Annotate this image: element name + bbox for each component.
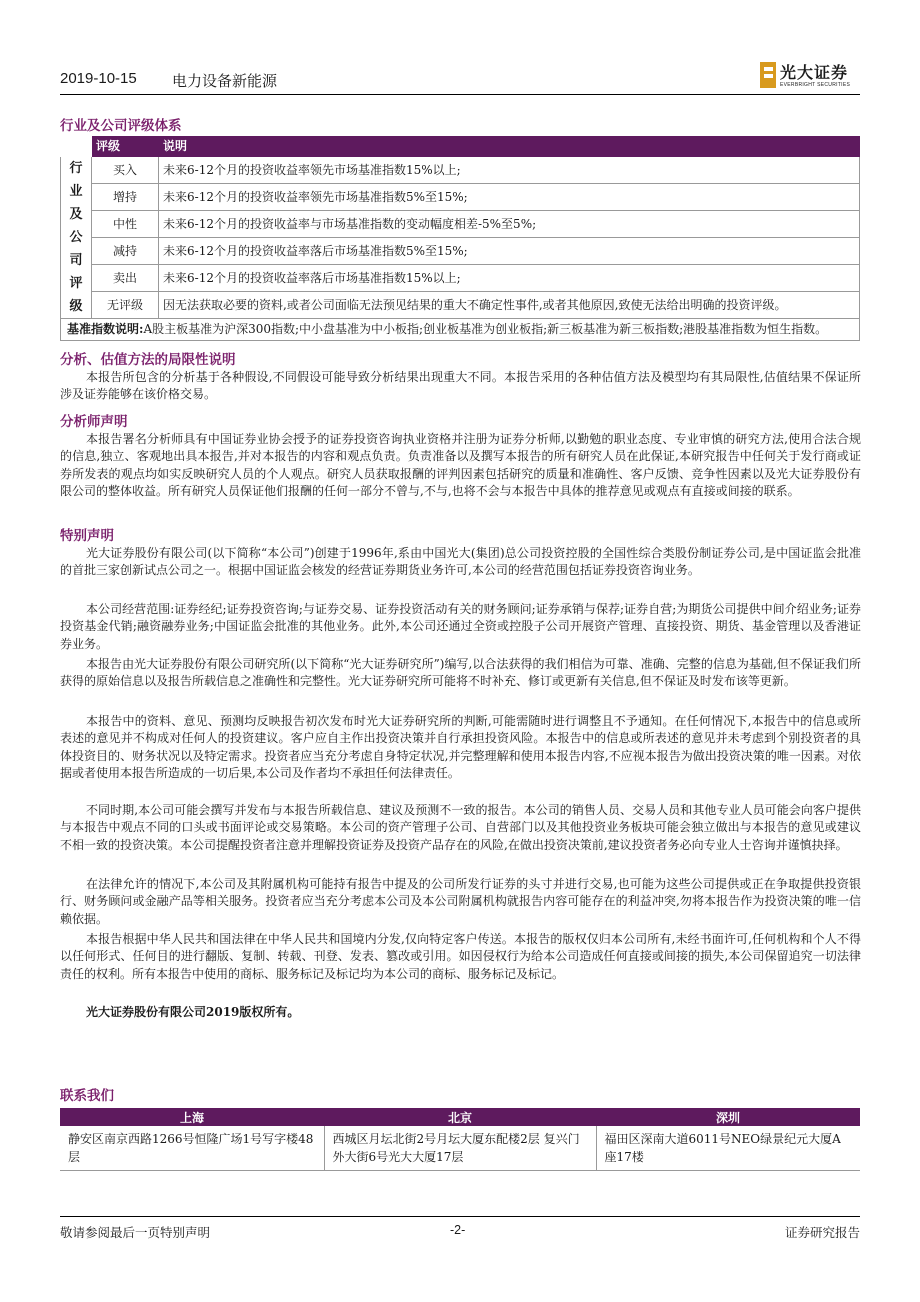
table-row — [61, 157, 860, 184]
contact-table — [60, 1108, 860, 1171]
report-date: 2019-10-15 — [60, 70, 137, 87]
rating-level: 无评级 — [92, 292, 159, 319]
rating-description: 因无法获取必要的资料,或者公司面临无法预见结果的重大不确定性事件,或者其他原因,致使无法给出明确的投资评级。 — [159, 292, 860, 319]
rating-vertical-label: 行 业 及 公 司 评 级 — [61, 157, 92, 319]
contact-city: 上海 — [60, 1108, 324, 1126]
rating-description: 未来6-12个月的投资收益率落后市场基准指数5%至15%; — [159, 238, 860, 265]
rating-level: 卖出 — [92, 265, 159, 292]
contact-header-row — [60, 1108, 860, 1126]
contact-address: 西城区月坛北街2号月坛大厦东配楼2层 复兴门外大街6号光大大厦17层 — [324, 1126, 596, 1171]
rating-table-header — [61, 137, 860, 157]
table-row — [61, 211, 860, 238]
limitation-text: 本报告所包含的分析基于各种假设,不同假设可能导致分析结果出现重大不同。本报告采用的各种估值方法及模型均有其局限性,估值结果不保证所涉及证券能够在该价格交易。 — [60, 370, 861, 402]
rating-description: 未来6-12个月的投资收益率与市场基准指数的变动幅度相差-5%至5%; — [159, 211, 860, 238]
page-number: -2- — [450, 1223, 466, 1237]
analyst-statement-title: 分析师声明 — [60, 414, 128, 430]
rating-level: 中性 — [92, 211, 159, 238]
company-logo — [760, 58, 860, 92]
table-row — [61, 238, 860, 265]
copyright-line: 光大证券股份有限公司2019版权所有。 — [86, 1005, 300, 1019]
page-header — [60, 58, 860, 95]
special-paragraph: 本报告由光大证券股份有限公司研究所(以下简称“光大证券研究所”)编写,以合法获得的我们相信为可靠、准确、完整的信息为基础,但不保证我们所获得的原始信息以及报告所载信息之准确性和完整性。光大证券研究所可能将不时补充、修订或更新有关信息,但不保证及时发布该等更新。 — [60, 657, 861, 689]
limitation-title: 分析、估值方法的局限性说明 — [60, 352, 236, 368]
logo-subtitle: EVERBRIGHT SECURITIES — [780, 82, 851, 88]
special-paragraph: 光大证券股份有限公司(以下简称“本公司”)创建于1996年,系由中国光大(集团)总公司投资控股的全国性综合类股份制证券公司,是中国证监会批准的首批三家创新试点公司之一。根据中国证监会核发的经营证券期货业务许可,本公司的经营范围包括证券投资咨询业务。 — [60, 546, 861, 578]
contact-city: 北京 — [324, 1108, 596, 1126]
rating-description: 未来6-12个月的投资收益率领先市场基准指数15%以上; — [159, 157, 860, 184]
special-paragraph: 在法律允许的情况下,本公司及其附属机构可能持有报告中提及的公司所发行证券的头寸并进行交易,也可能为这些公司提供或正在争取提供投资银行、财务顾问或金融产品等相关服务。投资者应当充分考虑本公司及本公司附属机构就报告内容可能存在的利益冲突,勿将本报告作为投资决策的唯一信赖依据。 — [60, 877, 861, 926]
benchmark-text: A股主板基准为沪深300指数;中小盘基准为中小板指;创业板基准为创业板指;新三板基准为新三板指数;港股基准指数为恒生指数。 — [143, 322, 828, 336]
benchmark-label: 基准指数说明: — [67, 322, 144, 336]
contact-address-row — [60, 1126, 860, 1171]
logo-mark-icon — [760, 62, 776, 88]
rating-level: 增持 — [92, 184, 159, 211]
col-rating: 评级 — [92, 137, 159, 157]
contact-city: 深圳 — [596, 1108, 860, 1126]
col-description: 说明 — [159, 137, 860, 157]
contact-address: 静安区南京西路1266号恒隆广场1号写字楼48层 — [60, 1126, 324, 1171]
report-sector: 电力设备新能源 — [172, 72, 278, 90]
rating-system-title: 行业及公司评级体系 — [60, 118, 182, 134]
special-paragraph: 不同时期,本公司可能会撰写并发布与本报告所载信息、建议及预测不一致的报告。本公司的销售人员、交易人员和其他专业人员可能会向客户提供与本报告中观点不同的口头或书面评论或交易策略。本公司的资产管理子公司、自营部门以及其他投资业务板块可能会独立做出与本报告的意见或建议不相一致的投资决策。本公司提醒投资者注意并理解投资证券及投资产品存在的风险,在做出投资决策前,建议投资者务必向专业人士咨询并谨慎抉择。 — [60, 803, 861, 852]
contact-address: 福田区深南大道6011号NEO绿景纪元大厦A座17楼 — [596, 1126, 860, 1171]
special-paragraph: 本报告中的资料、意见、预测均反映报告初次发布时光大证券研究所的判断,可能需随时进行调整且不予通知。在任何情况下,本报告中的信息或所表述的意见并不构成对任何人的投资建议。客户应自主作出投资决策并自行承担投资风险。本报告中的信息或所表述的意见并未考虑到个别投资者的具体投资目的、财务状况以及特定需求。投资者应当充分考虑自身特定状况,并完整理解和使用本报告内容,不应视本报告为做出投资决策的唯一因素。对依据或者使用本报告所造成的一切后果,本公司及作者均不承担任何法律责任。 — [60, 714, 861, 780]
special-paragraph: 本报告根据中华人民共和国法律在中华人民共和国境内分发,仅向特定客户传送。本报告的版权仅归本公司所有,未经书面许可,任何机构和个人不得以任何形式、任何目的进行翻版、复制、转载、刊登、发表、篡改或引用。如因侵权行为给本公司造成任何直接或间接的损失,本公司保留追究一切法律责任的权利。所有本报告中使用的商标、服务标记及标记均为本公司的商标、服务标记及标记。 — [60, 932, 861, 981]
special-statement-title: 特别声明 — [60, 528, 114, 544]
footer-report-type: 证券研究报告 — [784, 1225, 860, 1240]
rating-table-blank-header — [61, 137, 92, 157]
benchmark-row — [61, 319, 860, 341]
rating-level: 买入 — [92, 157, 159, 184]
special-paragraph: 本公司经营范围:证券经纪;证券投资咨询;与证券交易、证券投资活动有关的财务顾问;证券承销与保荐;证券自营;为期货公司提供中间介绍业务;证券投资基金代销;融资融券业务;中国证监会批准的其他业务。此外,本公司还通过全资或控股子公司开展资产管理、直接投资、期货、基金管理以及香港证券业务。 — [60, 602, 861, 651]
logo-name: 光大证券 — [780, 63, 849, 82]
rating-description: 未来6-12个月的投资收益率领先市场基准指数5%至15%; — [159, 184, 860, 211]
rating-description: 未来6-12个月的投资收益率落后市场基准指数15%以上; — [159, 265, 860, 292]
table-row — [61, 292, 860, 319]
page-footer — [60, 1216, 860, 1243]
analyst-statement-text: 本报告署名分析师具有中国证券业协会授予的证券投资咨询执业资格并注册为证券分析师,以勤勉的职业态度、专业审慎的研究方法,使用合法合规的信息,独立、客观地出具本报告,并对本报告的内容和观点负责。负责准备以及撰写本报告的所有研究人员在此保证,本研究报告中任何关于发行商或证券所发表的观点均如实反映研究人员的个人观点。研究人员获取报酬的评判因素包括研究的质量和准确性、客户反馈、竞争性因素以及光大证券股份有限公司的整体收益。所有研究人员保证他们报酬的任何一部分不曾与,不与,也将不会与本报告中具体的推荐意见或观点有直接或间接的联系。 — [60, 432, 861, 498]
table-row — [61, 265, 860, 292]
rating-table — [60, 136, 860, 341]
footer-disclaimer-note: 敬请参阅最后一页特别声明 — [60, 1225, 211, 1240]
rating-level: 减持 — [92, 238, 159, 265]
table-row — [61, 184, 860, 211]
benchmark-note — [61, 319, 860, 341]
contact-title: 联系我们 — [60, 1088, 114, 1104]
